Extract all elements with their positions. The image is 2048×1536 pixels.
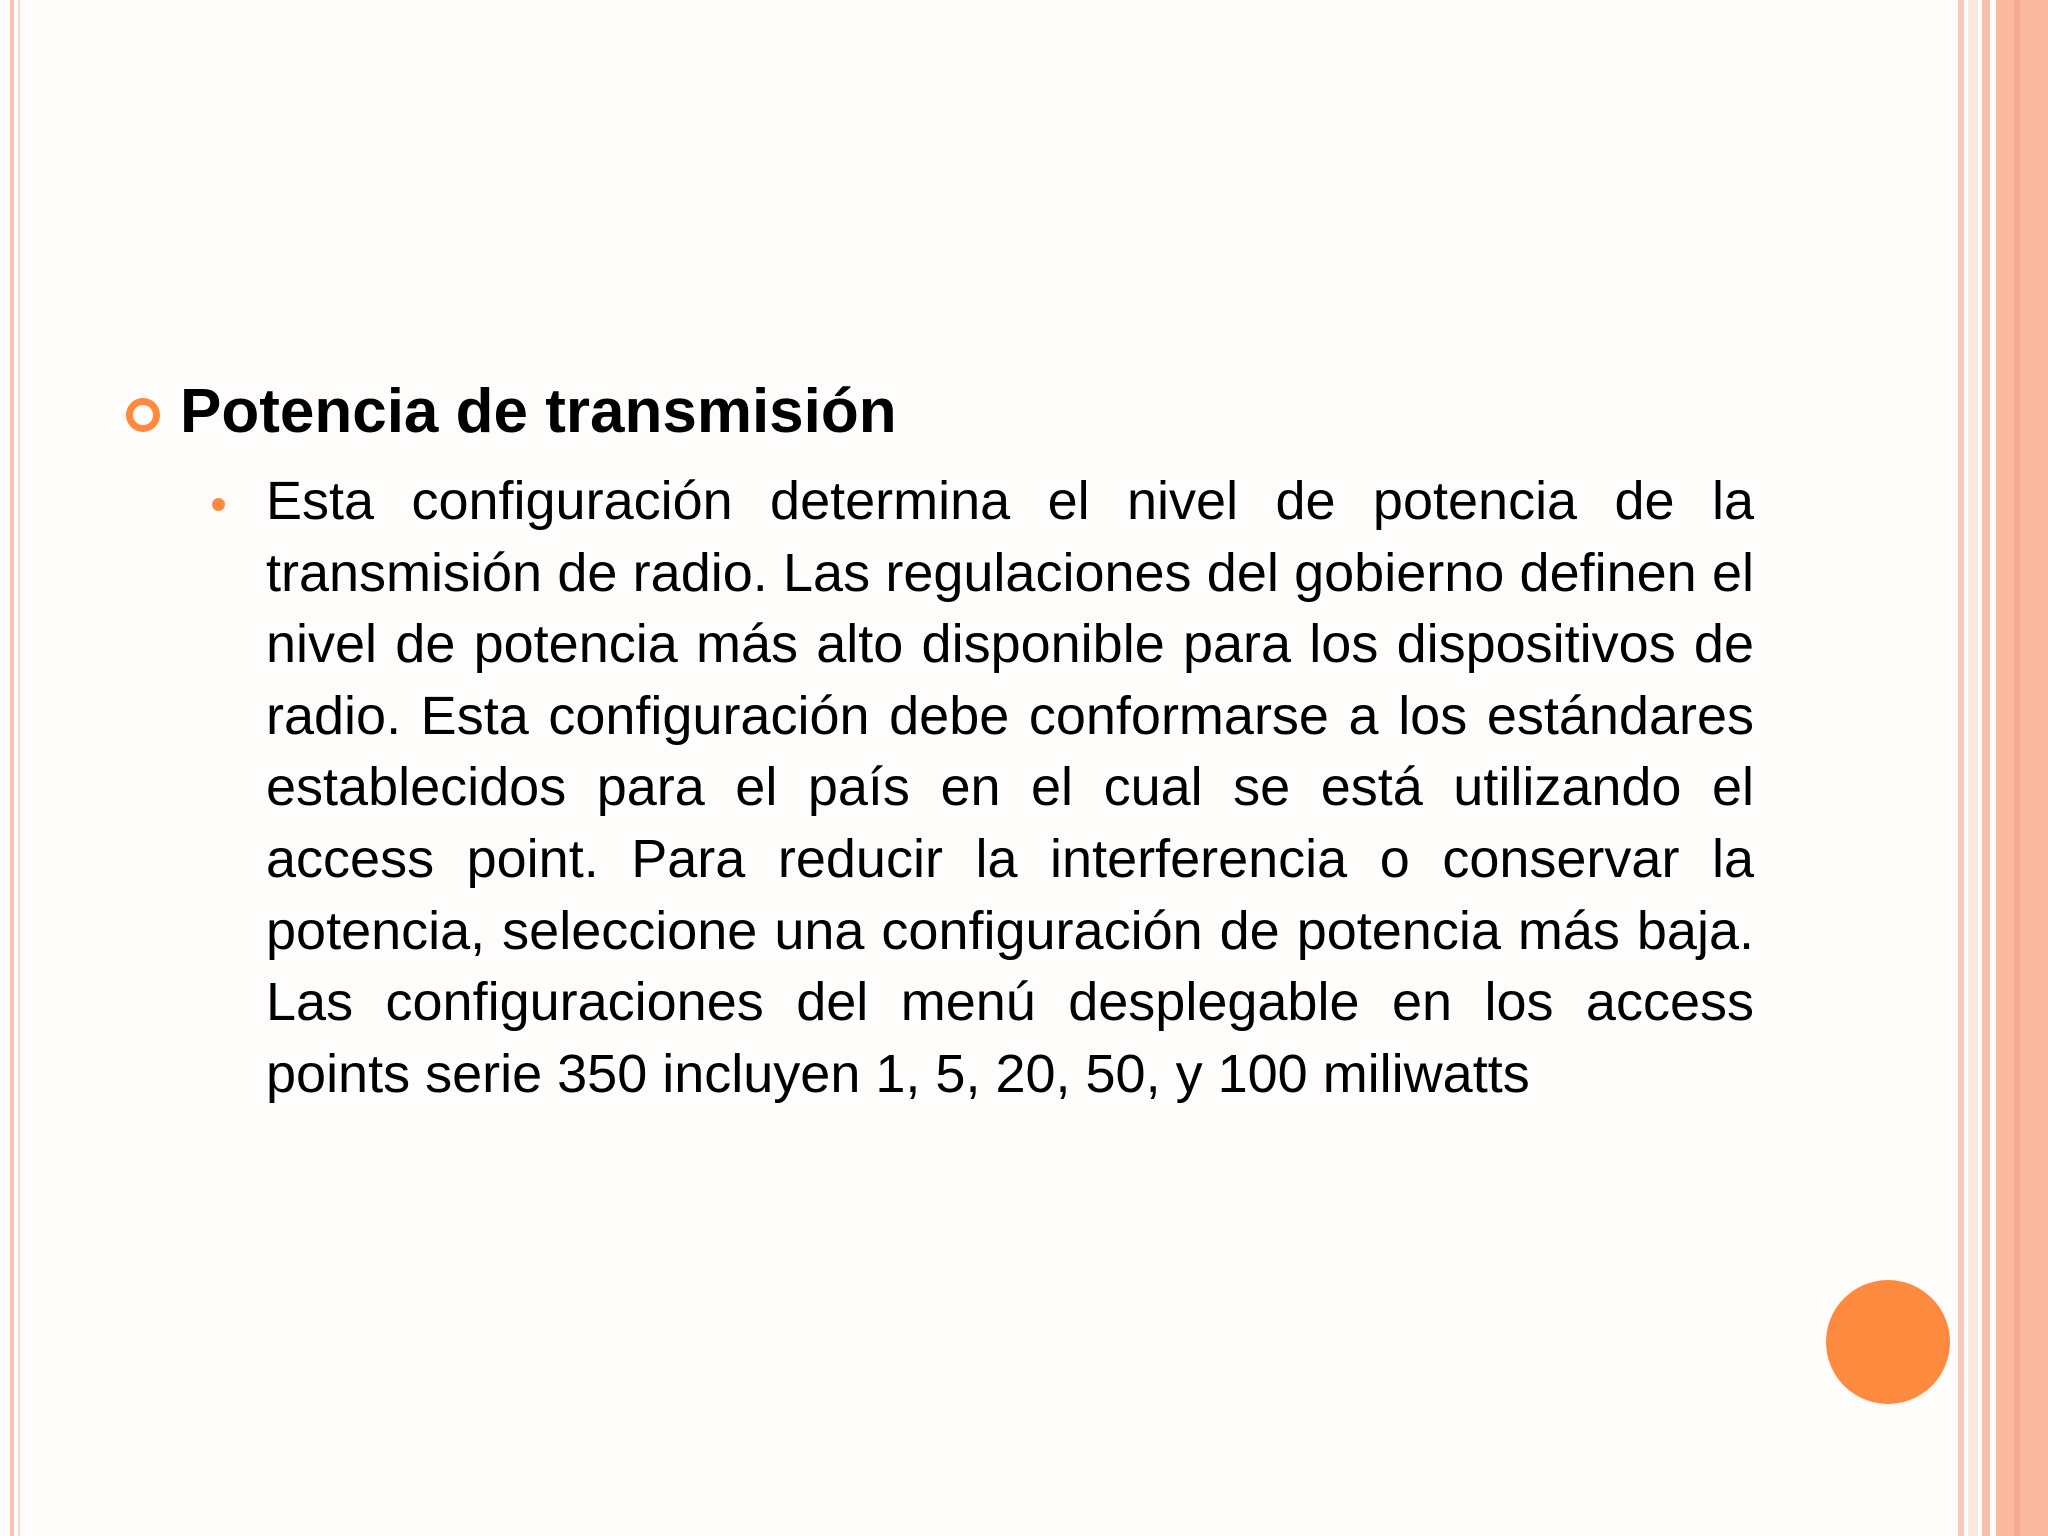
slide-body-text: Esta configuración determina el nivel de potencia de la transmisión de radio. Las regulaciones del gobierno definen el nivel de potencia más alto disponible para los dispositivos de radio. Esta configuración debe conformarse a los estándares establecidos para el país en el cual se está utilizando el access point. Para reducir la interferencia o conservar la potencia, seleccione una configuración de potencia más baja. Las configuraciones del menú desplegable en los access points serie 350 incluyen 1, 5, 20, 50, y 100 miliwatts [266, 471, 1754, 1104]
ring-bullet-icon [126, 398, 160, 432]
left-border-line [10, 0, 14, 1536]
orange-circle-decoration [1826, 1280, 1950, 1404]
right-border-stripe [1968, 0, 1978, 1536]
slide-heading: Potencia de transmisión [180, 377, 897, 446]
heading-row [126, 372, 897, 452]
right-border-stripe [1958, 0, 1964, 1536]
right-border-band [1996, 0, 2048, 1536]
dot-bullet-icon [212, 498, 225, 511]
right-border-stripe [1982, 0, 1990, 1536]
left-border-line-inner [18, 0, 20, 1536]
right-border-stripe [2014, 0, 2020, 1536]
